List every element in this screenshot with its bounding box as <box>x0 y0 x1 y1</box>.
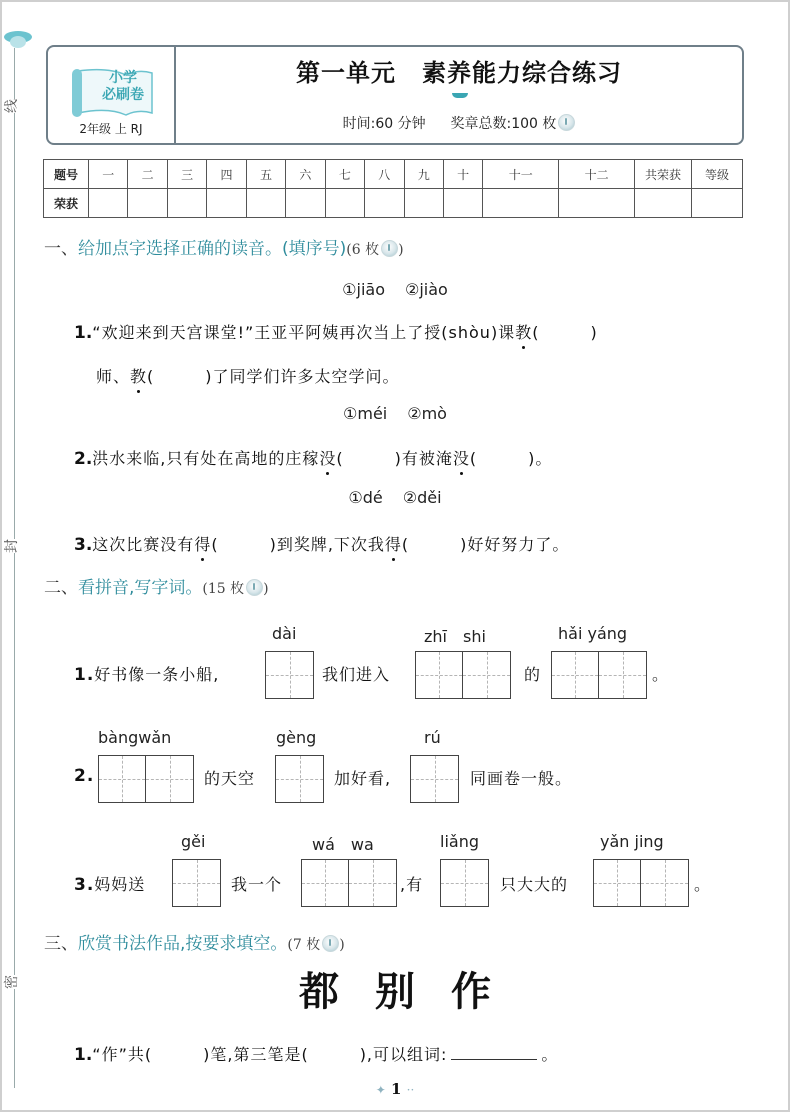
brand-logo <box>68 67 154 119</box>
medal-icon <box>322 935 339 952</box>
section1-points: (6 枚 <box>346 242 380 258</box>
section1-note: (填序号) <box>282 239 347 259</box>
question-text: 同画卷一般。 <box>470 769 573 788</box>
score-cell[interactable] <box>635 189 692 218</box>
score-table <box>43 159 743 218</box>
writing-cell[interactable] <box>416 652 463 698</box>
grade-label: 2年级 上 RJ <box>79 122 143 136</box>
question-number: 2. <box>74 449 93 469</box>
writing-grid[interactable] <box>593 859 689 907</box>
option: ②jiào <box>405 280 448 299</box>
score-table-col: 十 <box>443 160 482 189</box>
question-text: ,有 <box>400 875 424 894</box>
question-number-wrap <box>74 766 94 786</box>
score-table-col: 七 <box>325 160 364 189</box>
pinyin-hint: gěi <box>181 832 206 851</box>
pinyin-hint: wá wa <box>312 835 374 854</box>
section1-heading: 给加点字选择正确的读音。 <box>78 239 282 259</box>
score-table-col: 十二 <box>559 160 635 189</box>
question-text: 只大大的 <box>500 875 569 894</box>
writing-cell[interactable] <box>594 860 641 906</box>
section1-prefix: 一、 <box>44 239 78 259</box>
score-table-row-head: 题号 <box>44 160 89 189</box>
dotted-char: 没 <box>453 446 470 469</box>
score-cell[interactable] <box>128 189 167 218</box>
margin-label-xian: 线 <box>4 99 20 113</box>
page-ornament-icon: ·· <box>406 1083 415 1097</box>
medal-icon <box>246 579 263 596</box>
option: ①dé <box>348 488 383 507</box>
brand-logo-line2: 必刷卷 <box>102 87 144 103</box>
pinyin-hint: yǎn jing <box>600 832 664 851</box>
dotted-char: 教 <box>130 364 147 387</box>
writing-grid[interactable] <box>98 755 194 803</box>
question-number: 1. <box>74 665 95 685</box>
section1-q1-line1 <box>74 320 598 343</box>
question-number: 3. <box>74 535 93 555</box>
page-number <box>0 1080 790 1098</box>
writing-cell[interactable] <box>276 756 323 802</box>
answer-blank[interactable]: ( )了同学们许多太空学问。 <box>147 367 400 386</box>
writing-grid[interactable] <box>410 755 459 803</box>
answer-blank[interactable]: ( )好好努力了。 <box>401 535 570 554</box>
section1-points-close: ) <box>398 242 404 258</box>
writing-grid[interactable] <box>440 859 489 907</box>
pinyin-hint: liǎng <box>440 832 479 851</box>
answer-blank[interactable]: ( )有被淹 <box>336 449 453 468</box>
medal-icon <box>558 114 575 131</box>
writing-grid[interactable] <box>172 859 221 907</box>
score-cell[interactable] <box>167 189 206 218</box>
title-unit: 第一单元 <box>296 58 396 87</box>
time-limit: 时间:60 分钟 <box>342 116 426 132</box>
question-text: 。 <box>694 875 712 894</box>
score-cell[interactable] <box>692 189 743 218</box>
award-total: 奖章总数:100 枚 <box>450 116 557 132</box>
answer-line[interactable] <box>451 1045 537 1060</box>
section2-prefix: 二、 <box>44 578 78 598</box>
margin-label-feng: 封 <box>4 539 20 553</box>
question-text: 我们进入 <box>322 665 391 684</box>
section1-q3-options <box>0 488 790 507</box>
score-cell[interactable] <box>483 189 559 218</box>
answer-blank[interactable]: ( ) <box>532 323 598 342</box>
section3-heading: 欣赏书法作品,按要求填空。 <box>78 934 288 954</box>
section2-heading: 看拼音,写字词。 <box>78 578 203 598</box>
question-text: 妈妈送 <box>94 875 146 894</box>
score-table-col: 六 <box>286 160 325 189</box>
writing-cell[interactable] <box>173 860 220 906</box>
writing-cell[interactable] <box>463 652 510 698</box>
page-title <box>176 53 742 88</box>
score-cell[interactable] <box>246 189 285 218</box>
writing-cell[interactable] <box>441 860 488 906</box>
header-box <box>46 45 744 145</box>
question-number: 1. <box>74 323 93 343</box>
question-text: 。 <box>541 1045 559 1064</box>
calligraphy-char: 都 <box>299 968 339 1015</box>
brand-logo-text <box>94 70 152 104</box>
margin-label-mi: 密 <box>4 975 20 989</box>
dotted-char: 教 <box>515 320 532 343</box>
score-table-col: 三 <box>167 160 206 189</box>
option: ②mò <box>407 404 447 423</box>
question-text: “作”共( )笔,第三笔是( ),可以组词: <box>92 1045 448 1064</box>
writing-cell[interactable] <box>411 756 458 802</box>
title-main: 素养能力综合练习 <box>422 58 622 87</box>
question-number: 1. <box>74 1045 93 1065</box>
question-text: 我一个 <box>231 875 283 894</box>
pinyin-hint: hǎi yáng <box>558 624 628 643</box>
question-text: “欢迎来到天宫课堂!”王亚平阿姨再次当上了授(shòu)课 <box>92 323 516 342</box>
answer-blank[interactable]: ( )到奖牌,下次我 <box>211 535 385 554</box>
writing-cell[interactable] <box>266 652 313 698</box>
score-cell[interactable] <box>365 189 404 218</box>
score-table-award-row <box>44 189 743 218</box>
calligraphy-sample <box>0 960 790 1017</box>
score-cell[interactable] <box>404 189 443 218</box>
option: ②děi <box>402 488 442 507</box>
option: ①jiāo <box>342 280 385 299</box>
cloud-icon <box>2 28 34 50</box>
score-cell[interactable] <box>559 189 635 218</box>
page-number-value: 1 <box>390 1080 402 1098</box>
score-table-col: 一 <box>89 160 128 189</box>
writing-cell[interactable] <box>349 860 396 906</box>
title-decoration <box>452 93 468 98</box>
score-cell[interactable] <box>207 189 246 218</box>
pinyin-hint: dài <box>272 624 297 643</box>
question-text: 师、 <box>96 367 131 386</box>
section1-q2-options <box>0 404 790 423</box>
question-text: 的天空 <box>204 769 256 788</box>
option: ①méi <box>343 404 388 423</box>
page-ornament-icon: ✦ <box>375 1083 386 1097</box>
writing-grid[interactable] <box>301 859 397 907</box>
writing-cell[interactable] <box>552 652 599 698</box>
pinyin-hint: zhī shi <box>424 627 486 646</box>
writing-cell[interactable] <box>641 860 688 906</box>
pinyin-hint: gèng <box>276 728 317 747</box>
question-text: 好书像一条小船, <box>94 665 220 684</box>
dotted-char: 没 <box>319 446 336 469</box>
exam-info <box>176 113 742 133</box>
writing-cell[interactable] <box>146 756 193 802</box>
section3-title <box>44 929 345 954</box>
pinyin-hint: rú <box>424 728 441 747</box>
question-text: 的 <box>524 665 542 684</box>
score-table-col: 等级 <box>692 160 743 189</box>
section2-points-close: ) <box>263 581 269 597</box>
section1-title <box>44 234 404 259</box>
score-table-header-row <box>44 160 743 189</box>
writing-cell[interactable] <box>599 652 646 698</box>
section3-points-close: ) <box>339 937 345 953</box>
writing-grid[interactable] <box>275 755 324 803</box>
writing-grid[interactable] <box>551 651 647 699</box>
calligraphy-char: 别 <box>375 968 415 1015</box>
section3-prefix: 三、 <box>44 934 78 954</box>
writing-cell[interactable] <box>99 756 146 802</box>
pinyin-hint: bàngwǎn <box>98 728 172 747</box>
writing-cell[interactable] <box>302 860 349 906</box>
section1-q1-options <box>0 280 790 299</box>
score-table-col: 九 <box>404 160 443 189</box>
dotted-char: 得 <box>194 532 211 555</box>
dotted-char: 得 <box>385 532 402 555</box>
section2-q3-text-a <box>74 872 145 895</box>
section1-q1-line2 <box>96 364 400 387</box>
section1-q3 <box>74 532 569 555</box>
score-table-col: 十一 <box>483 160 559 189</box>
score-cell[interactable] <box>286 189 325 218</box>
score-table-col: 二 <box>128 160 167 189</box>
section2-q1-text-a <box>74 662 219 685</box>
medal-icon <box>381 240 398 257</box>
section3-points: (7 枚 <box>287 937 321 953</box>
score-table-col: 共荣获 <box>635 160 692 189</box>
score-table-col: 八 <box>365 160 404 189</box>
score-cell[interactable] <box>443 189 482 218</box>
score-table-col: 四 <box>207 160 246 189</box>
binding-line <box>14 48 15 1088</box>
section2-points: (15 枚 <box>202 581 245 597</box>
writing-grid[interactable] <box>415 651 511 699</box>
question-text: 加好看, <box>334 769 392 788</box>
section1-q2 <box>74 446 552 469</box>
score-cell[interactable] <box>89 189 128 218</box>
section2-title <box>44 573 269 598</box>
score-table-col: 五 <box>246 160 285 189</box>
answer-blank[interactable]: ( )。 <box>469 449 553 468</box>
question-number: 2. <box>74 766 95 786</box>
question-text: 这次比赛没有 <box>92 535 195 554</box>
writing-grid[interactable] <box>265 651 314 699</box>
score-cell[interactable] <box>325 189 364 218</box>
question-number: 3. <box>74 875 95 895</box>
score-table-row-head: 荣获 <box>44 189 89 218</box>
question-text: 。 <box>652 665 670 684</box>
calligraphy-char: 作 <box>451 968 491 1015</box>
brand-panel <box>48 47 176 143</box>
question-text: 洪水来临,只有处在高地的庄稼 <box>92 449 320 468</box>
section3-q1 <box>74 1042 558 1065</box>
brand-logo-line1: 小学 <box>109 70 137 86</box>
